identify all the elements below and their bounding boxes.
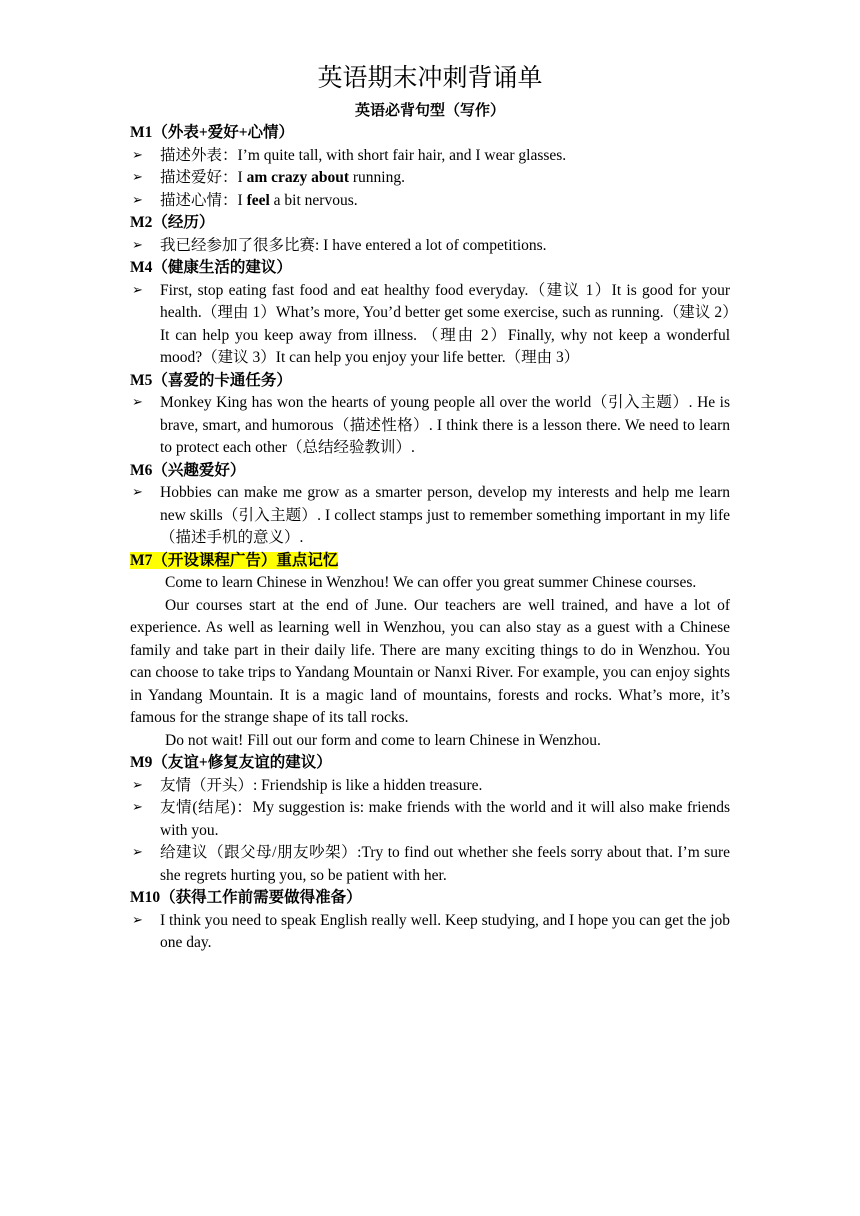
bullet-label-cn: 描述外表： — [160, 146, 238, 164]
section-heading-m9: M9（友谊+修复友谊的建议） — [130, 754, 332, 771]
list-item — [130, 190, 730, 213]
page-subtitle: 英语必背句型（写作） — [354, 103, 505, 119]
section-heading-m5: M5（喜爱的卡通任务） — [130, 371, 292, 389]
page-title: 英语期末冲刺背诵单 — [317, 65, 543, 92]
arrow-bullet-icon: ➢ — [132, 237, 143, 253]
highlighted-heading: M7（开设课程广告）重点记忆 — [130, 551, 339, 569]
section-heading-m4: M4（健康生活的建议） — [130, 259, 292, 276]
list-item — [130, 392, 730, 460]
arrow-bullet-icon: ➢ — [132, 170, 143, 185]
section-heading-m1: M1（外表+爱好+心情） — [130, 124, 295, 141]
section-heading-m2: M2（经历） — [130, 214, 215, 231]
list-item — [130, 797, 730, 842]
list-item — [130, 775, 730, 798]
bullet-text: First, stop eating fast food and eat healthy food everyday.（建议 1）It is good for your health.（理由 1）What’s more, You’d better get some exercise, such as running.（建议 2）It can help you keep away from illness. （理由 2）Finally, why not keep a wonderful mood?（建议 3）It can help you enjoy your life better.（理由 3） — [160, 281, 730, 366]
arrow-bullet-icon: ➢ — [132, 485, 143, 500]
document-page — [130, 62, 730, 955]
arrow-bullet-icon: ➢ — [132, 912, 143, 928]
list-item — [130, 280, 730, 370]
arrow-bullet-icon: ➢ — [132, 777, 143, 793]
arrow-bullet-icon: ➢ — [132, 147, 143, 163]
section-heading-m6: M6（兴趣爱好） — [130, 461, 246, 479]
arrow-bullet-icon: ➢ — [132, 800, 143, 815]
list-item — [130, 482, 730, 550]
bullet-text: Monkey King has won the hearts of young people all over the world（引入主题）. He is brave, smart, and humorous（描述性格）. I think there is a lesson there. We need to learn to protect each other（总结经验教训）. — [160, 394, 730, 456]
paragraph: Do not wait! Fill out our form and come to learn Chinese in Wenzhou. — [165, 731, 601, 749]
bullet-text: running. — [349, 169, 405, 186]
bold-phrase: feel — [246, 191, 270, 209]
bullet-text: a bit nervous. — [269, 191, 358, 209]
bullet-label-cn: 描述心情： — [160, 191, 238, 209]
bold-phrase: am crazy about — [246, 169, 350, 186]
bullet-text: 友情(结尾)：My suggestion is: make friends with the world and it will also make friends with you. — [160, 799, 730, 839]
list-item — [130, 167, 730, 190]
arrow-bullet-icon: ➢ — [132, 282, 143, 298]
bullet-label-cn: 描述爱好： — [160, 169, 238, 186]
section-heading-m7 — [130, 550, 730, 573]
section-heading-m10: M10（获得工作前需要做得准备） — [130, 889, 362, 906]
arrow-bullet-icon: ➢ — [132, 845, 143, 860]
bullet-text: 友情（开头）: Friendship is like a hidden treasure. — [160, 776, 483, 794]
bullet-text: I think you need to speak English really well. Keep studying, and I hope you can get the job one day. — [160, 911, 730, 951]
bullet-text: I — [237, 191, 247, 209]
list-item — [130, 145, 730, 168]
bullet-text: Hobbies can make me grow as a smarter person, develop my interests and help me learn new skills（引入主题）. I collect stamps just to remember something important in my life（描述手机的意义）. — [160, 484, 730, 546]
list-item — [130, 842, 730, 887]
bullet-text: 给建议（跟父母/朋友吵架）:Try to find out whether she feels sorry about that. I’m sure she regrets hurting you, so be patient with her. — [160, 844, 730, 884]
paragraph: Come to learn Chinese in Wenzhou! We can offer you great summer Chinese courses. — [165, 574, 697, 591]
bullet-text: 我已经参加了很多比赛: I have entered a lot of competitions. — [160, 236, 547, 254]
arrow-bullet-icon: ➢ — [132, 395, 143, 410]
list-item — [130, 910, 730, 955]
paragraph: Our courses start at the end of June. Our teachers are well trained, and have a lot of experience. As well as learning well in Wenzhou, you can also stay as a guest with a Chinese family and take part in their daily life. There are many exciting things to do in Wenzhou. You can choose to take trips to Yandang Mountain or Nanxi River. For example, you can enjoy sights in Yandang Mountain. It is a magic land of mountains, forests and rocks. What’s more, it’s famous for the strange shape of its tall rocks. — [130, 596, 730, 726]
bullet-text: I’m quite tall, with short fair hair, and I wear glasses. — [237, 146, 567, 164]
list-item — [130, 235, 730, 258]
bullet-text: I — [237, 169, 247, 186]
arrow-bullet-icon: ➢ — [132, 192, 143, 208]
